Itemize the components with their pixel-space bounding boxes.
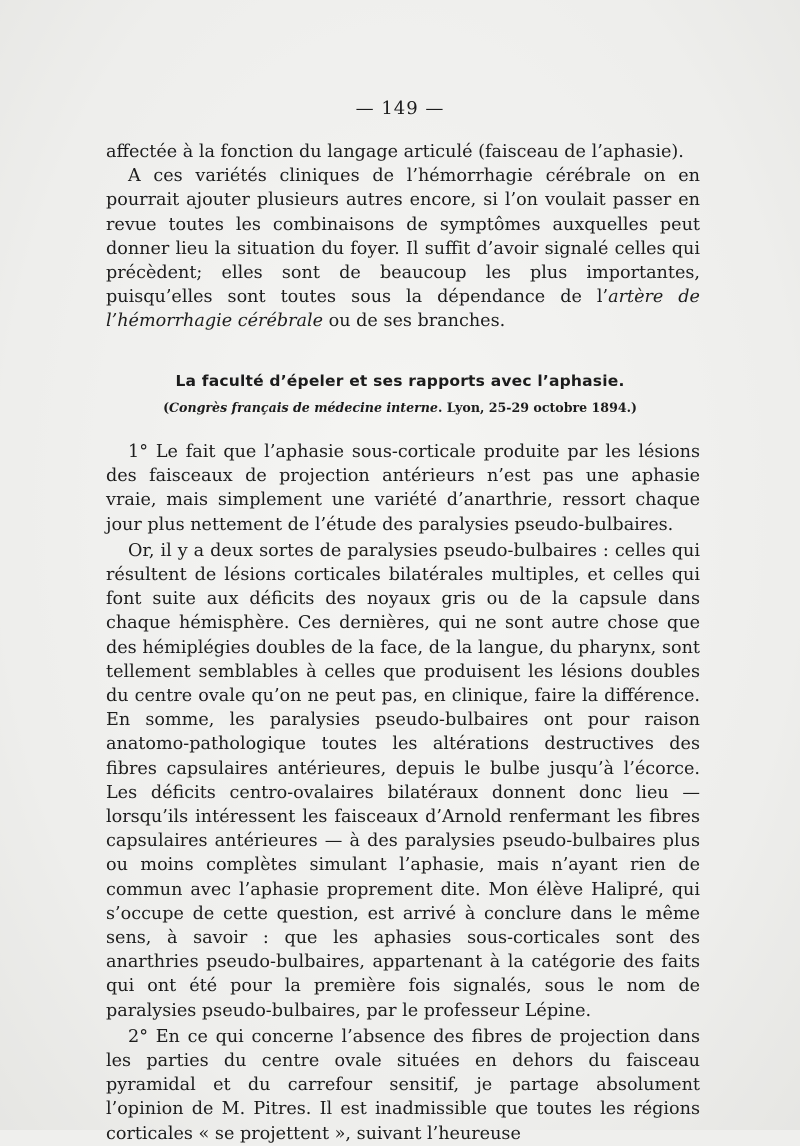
intro-paragraph-1: affectée à la fonction du langage articulé (faisceau de l’aphasie).: [106, 142, 684, 162]
article-paragraph-3: 2° En ce qui concerne l’absence des fibres de projection dans les parties du centre ovale situées en dehors du faisceau pyramidal et du carrefour sensitif, je partage absolument l’opinion de M. Pitres. Il est inadmissible que toutes les régions corticales « se projettent », suivant l’heureuse: [106, 1026, 700, 1144]
section-reference-rest: . Lyon, 25-29 octobre 1894.): [437, 400, 637, 415]
section-reference-open: (: [163, 400, 170, 415]
intro-paragraph-2-italic: artère de l’hémorrhagie cérébrale: [106, 287, 700, 332]
section-reference-journal: Congrès français de médecine interne: [169, 400, 438, 415]
article-text: [106, 440, 700, 1146]
intro-paragraph-2-text: A ces variétés cliniques de l’hémorrhagie cérébrale on en pourrait ajouter plusieurs autres encore, si l’on voulait passer en revue toutes les combinaisons de symptômes auxquelles peut donner lieu la situation du foyer. Il suffit d’avoir signalé celles qui précèdent; elles sont de beaucoup les plus importantes, puisqu’elles sont toutes sous la dépendance de l’: [106, 166, 700, 308]
intro-paragraph-2: [106, 164, 700, 333]
article-paragraph-1: 1° Le fait que l’aphasie sous-corticale produite par les lésions des faisceaux de projection antérieurs n’est pas une aphasie vraie, mais simplement une variété d’anarthrie, ressort chaque jour plus nettement de l’étude des paralysies pseudo-bulbaires.: [106, 442, 700, 535]
intro-paragraph-2-end: ou de ses branches.: [323, 311, 506, 332]
article-paragraph-2: Or, il y a deux sortes de paralysies pseudo-bulbaires : celles qui résultent de lésions corticales bilatérales multiples, et celles qui font suite aux déficits des noyaux gris ou de la capsule dans chaque hémisphère. Ces dernières, qui ne sont autre chose que des hémiplégies doubles de la face, de la langue, du pharynx, sont tellement semblables à celles que produisent les lésions doubles du centre ovale qu’on ne peut pas, en clinique, faire la différence. En somme, les paralysies pseudo-bulbaires ont pour raison anatomo-pathologique toutes les altérations destructives des fibres capsulaires antérieures, depuis le bulbe jusqu’à l’écorce. Les déficits centro-ovalaires bilatéraux donnent donc lieu — lorsqu’ils intéressent les faisceaux d’Arnold renfermant les fibres capsulaires antérieures — à des paralysies pseudo-bulbaires plus ou moins complètes simulant l’aphasie, mais n’ayant rien de commun avec l’aphasie proprement dite. Mon élève Halipré, qui s’occupe de cette question, est arrivé à conclure dans le même sens, à savoir : que les aphasies sous-corticales sont des anarthries pseudo-bulbaires, appartenant à la catégorie des faits qui ont été pour la première fois signalés, sous le nom de paralysies pseudo-bulbaires, par le professeur Lépine.: [106, 540, 700, 1021]
section-title: La faculté d’épeler et ses rapports avec l’aphasie.: [175, 372, 625, 390]
section-reference: [0, 400, 800, 415]
intro-text: [106, 140, 700, 334]
page-number: — 149 —: [355, 98, 445, 119]
